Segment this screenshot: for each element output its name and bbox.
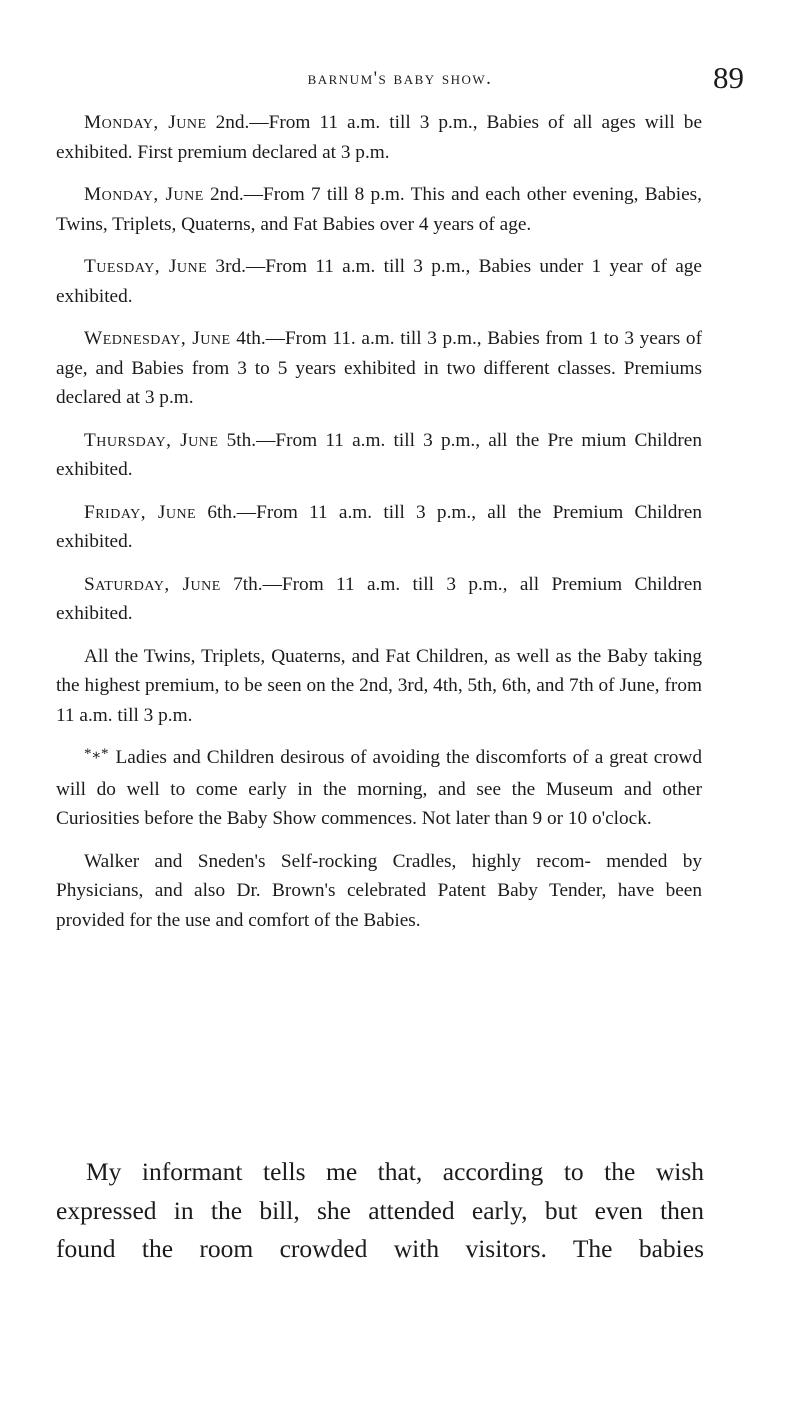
schedule-text: 7th.—From 11 a.m. till 3 p.m., all Premium Children exhibited. <box>56 573 702 624</box>
page-header <box>56 60 744 100</box>
schedule-day: Monday, June <box>84 184 204 205</box>
schedule-day: Saturday, June <box>84 573 221 595</box>
running-title: barnum's baby show. <box>307 68 493 89</box>
schedule-text: 2nd.—From 7 till 8 p.m. This and each other evening, Babies, Twins, Triplets, Quaterns, and Fat Babies over 4 years of age. <box>56 184 703 235</box>
schedule-text: 5th.—From 11 a.m. till 3 p.m., all the Pre mium Children exhibited. <box>56 429 702 480</box>
schedule-entry <box>56 498 702 557</box>
schedule-entry <box>56 108 702 167</box>
schedule-day: Wednesday, June <box>84 328 231 349</box>
narrative-line: expressed in the bill, she attended early, but even then <box>56 1195 704 1225</box>
schedule-text: 2nd.—From 11 a.m. till 3 p.m., Babies of all ages will be exhibited. First premium declared at 3 p.m. <box>56 112 703 163</box>
narrative-paragraph <box>56 1153 704 1269</box>
schedule-text: 6th.—From 11 a.m. till 3 p.m., all the Premium Children exhibited. <box>56 501 702 552</box>
schedule-day: Monday, June <box>84 112 207 133</box>
schedule-day: Thursday, June <box>84 429 219 451</box>
schedule-day: Tuesday, June <box>84 256 208 277</box>
schedule-entry <box>56 252 702 311</box>
twins-notice: All the Twins, Triplets, Quaterns, and Fat Children, as well as the Baby taking the highest premium, to be seen on the 2nd, 3rd, 4th, 5th, 6th, and 7th of June, from 11 a.m. till 3 p.m. <box>56 645 702 726</box>
schedule-entry <box>56 570 702 629</box>
ladies-notice <box>56 743 702 834</box>
schedule-day: Friday, June <box>84 501 197 523</box>
schedule-text: 4th.—From 11. a.m. till 3 p.m., Babies from 1 to 3 years of age, and Babies from 3 to 5 years exhibited in two different classes. Premiums declared at 3 p.m. <box>56 328 702 408</box>
schedule-text: 3rd.—From 11 a.m. till 3 p.m., Babies under 1 year of age exhibited. <box>56 256 702 307</box>
asterism: *⁎* <box>84 746 110 762</box>
handbill-schedule <box>56 108 702 948</box>
narrative-line: My informant tells me that, according to the wish <box>86 1157 704 1186</box>
cradles-notice: Walker and Sneden's Self-rocking Cradles, highly recom- mended by Physicians, and also Dr. Brown's celebrated Patent Baby Tender, have been provided for the use and comfort of the Babies. <box>56 850 702 931</box>
narrative-line: found the room crowded with visitors. The babies <box>56 1234 704 1263</box>
schedule-entry <box>56 324 702 413</box>
schedule-entry <box>56 180 702 239</box>
page-number: 89 <box>713 60 744 95</box>
schedule-entry <box>56 426 702 485</box>
ladies-notice-text: Ladies and Children desirous of avoiding the discomforts of a great crowd will do well to come early in the morning, and see the Museum and other Curiosities before the Baby Show commences. Not later than 9 or 10 o'clock. <box>56 747 702 829</box>
